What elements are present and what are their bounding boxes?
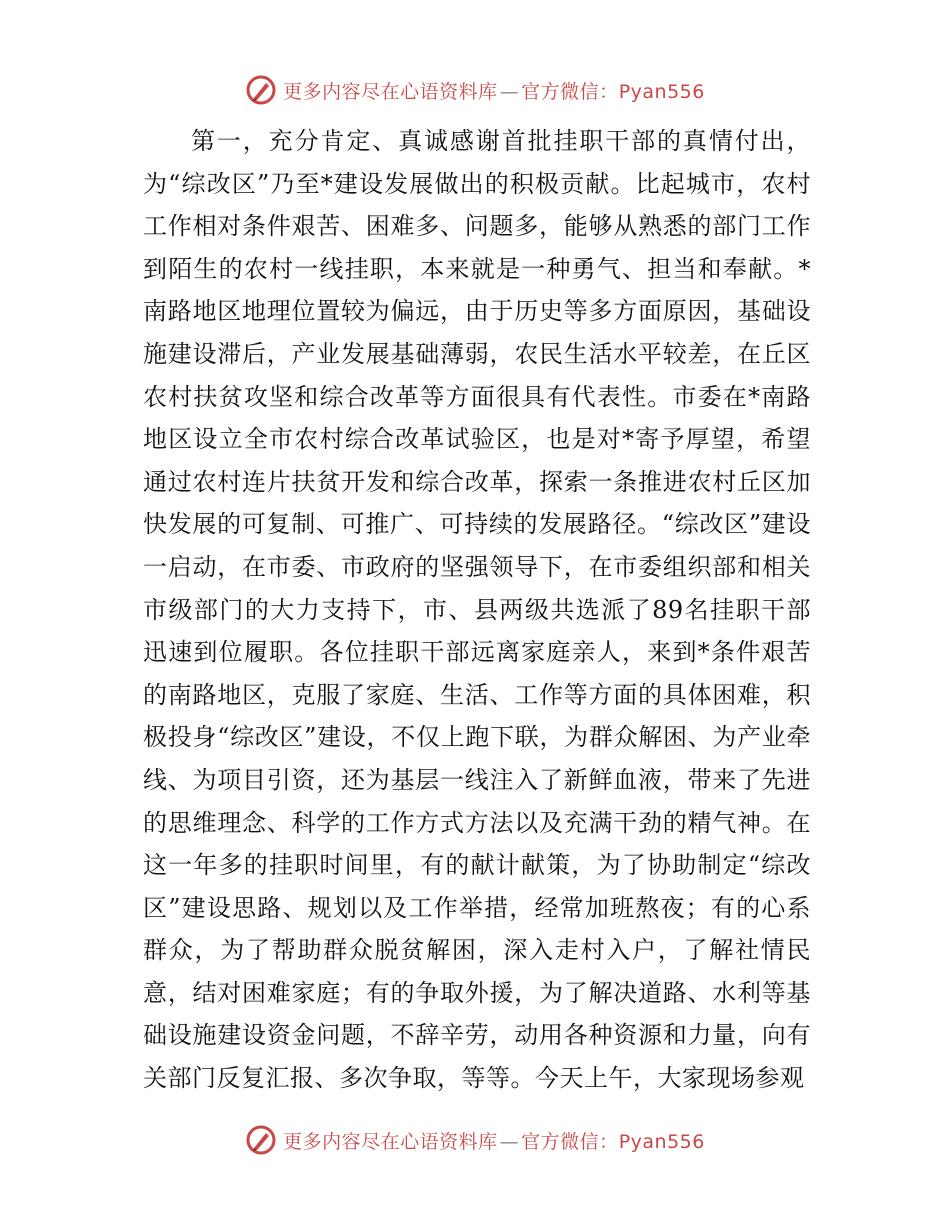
footer-banner-separator: — <box>499 1130 520 1153</box>
footer-banner <box>0 1120 950 1160</box>
header-banner <box>0 70 950 110</box>
header-banner-title: 更多内容尽在心语资料库 <box>283 80 498 103</box>
pen-circle-logo-icon <box>245 1124 277 1156</box>
footer-banner-title: 更多内容尽在心语资料库 <box>283 1130 498 1153</box>
body-paragraph: 第一，充分肯定、真诚感谢首批挂职干部的真情付出，为“综改区”乃至*建设发展做出的积极贡献。比起城市，农村工作相对条件艰苦、困难多、问题多，能够从熟悉的部门工作到陌生的农村一线挂职，本来就是一种勇气、担当和奉献。*南路地区地理位置较为偏远，由于历史等多方面原因，基础设施建设滞后，产业发展基础薄弱，农民生活水平较差，在丘区农村扶贫攻坚和综合改革等方面很具有代表性。市委在*南路地区设立全市农村综合改革试验区，也是对*寄予厚望，希望通过农村连片扶贫开发和综合改革，探索一条推进农村丘区加快发展的可复制、可推广、可持续的发展路径。“综改区”建设一启动，在市委、市政府的坚强领导下，在市委组织部和相关市级部门的大力支持下，市、县两级共选派了89名挂职干部迅速到位履职。各位挂职干部远离家庭亲人，来到*条件艰苦的南路地区，克服了家庭、生活、工作等方面的具体困难，积极投身“综改区”建设，不仅上跑下联，为群众解困、为产业牵线、为项目引资，还为基层一线注入了新鲜血液，带来了先进的思维理念、科学的工作方式方法以及充满干劲的精气神。在这一年多的挂职时间里，有的献计献策，为了协助制定“综改区”建设思路、规划以及工作举措，经常加班熬夜；有的心系群众，为了帮助群众脱贫解困，深入走村入户，了解社情民意，结对困难家庭；有的争取外援，为了解决道路、水利等基础设施建设资金问题，不辞辛劳，动用各种资源和力量，向有关部门反复汇报、多次争取，等等。今天上午，大家现场参观 <box>143 127 811 1093</box>
header-banner-separator: — <box>499 80 520 103</box>
document-body <box>143 120 811 1100</box>
pen-circle-logo-icon <box>245 74 277 106</box>
header-banner-wechat-id: Pyan556 <box>618 80 705 103</box>
header-banner-text <box>283 77 705 104</box>
footer-banner-wechat-label: 官方微信： <box>521 1130 619 1153</box>
header-banner-wechat-label: 官方微信： <box>521 80 619 103</box>
footer-banner-wechat-id: Pyan556 <box>618 1130 705 1153</box>
footer-banner-text <box>283 1127 705 1154</box>
